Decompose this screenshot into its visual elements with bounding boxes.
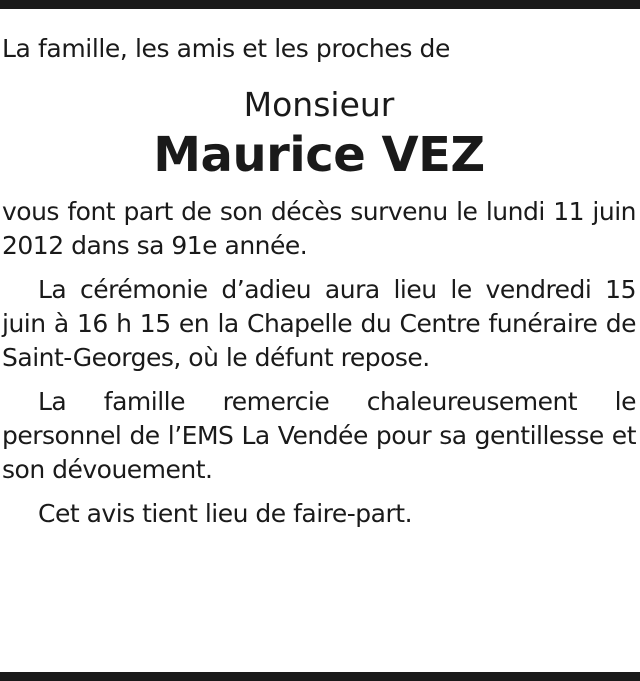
- ceremony-paragraph: La cérémonie d’adieu aura lieu le vendredi 15 juin à 16 h 15 en la Chapelle du Centre funéraire de Saint-Georges, où le défunt repose.: [2, 275, 636, 372]
- honorific: Monsieur: [243, 85, 395, 124]
- thanks-paragraph: La famille remercie chaleureusement le personnel de l’EMS La Vendée pour sa gentillesse et son dévouement.: [2, 387, 636, 484]
- bottom-border-rule: [0, 672, 640, 681]
- intro-line: La famille, les amis et les proches de: [2, 34, 450, 63]
- deceased-name: Maurice VEZ: [153, 127, 485, 183]
- top-border-rule: [0, 0, 640, 9]
- death-notice: [2, 32, 636, 541]
- closing-line: Cet avis tient lieu de faire-part.: [38, 499, 413, 528]
- announcement-paragraph: vous font part de son décès survenu le lundi 11 juin 2012 dans sa 91e année.: [2, 197, 636, 260]
